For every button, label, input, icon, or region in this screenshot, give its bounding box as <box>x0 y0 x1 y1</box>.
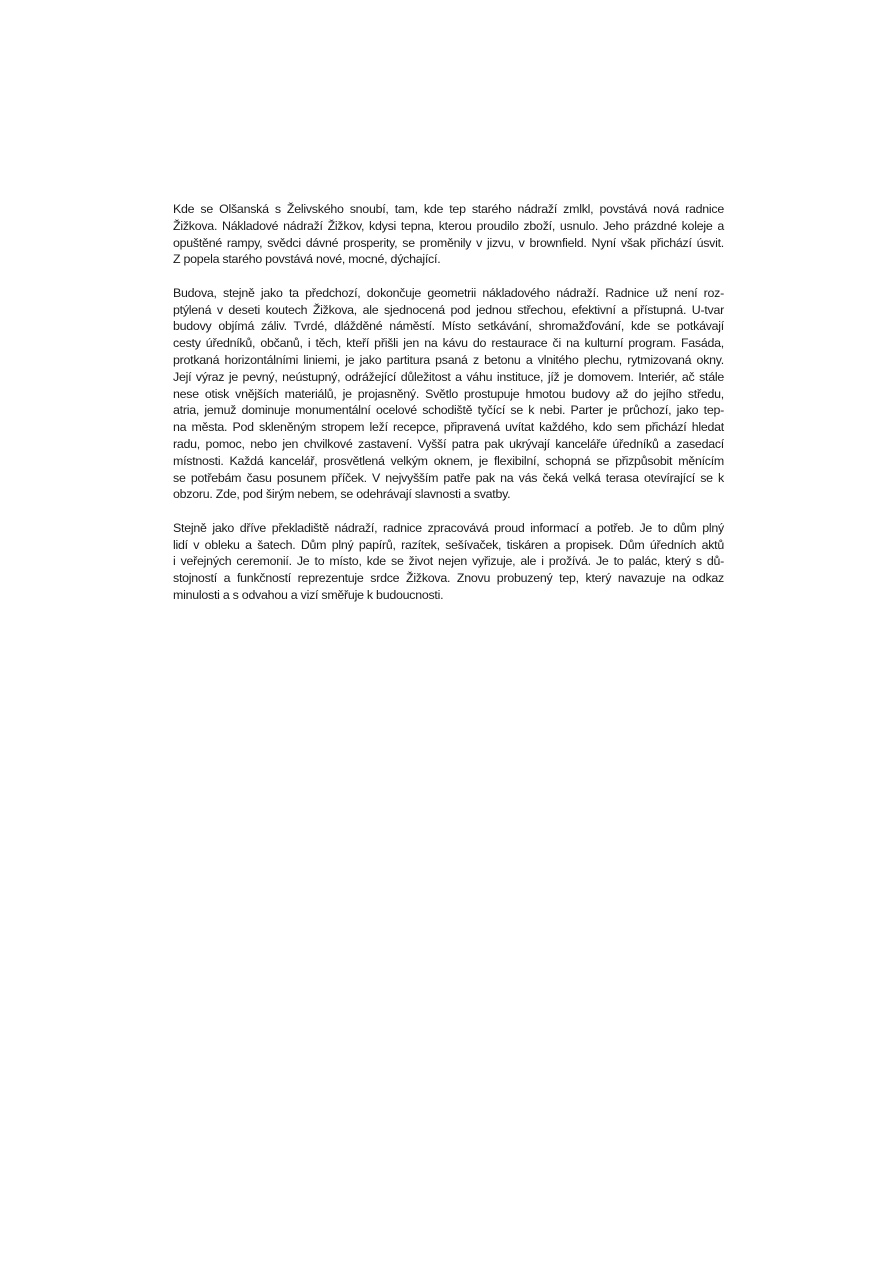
text-line: Budova, stejně jako ta předchozí, dokončuje geometrii nákladového nádraží. Radnice už není roz- <box>173 285 724 300</box>
text-line: se potřebám času posunem příček. V nejvyšším patře pak na vás čeká velká terasa otevírající se k <box>173 470 724 485</box>
text-line: Žižkova. Nákladové nádraží Žižkov, kdysi tepna, kterou proudilo zboží, usnulo. Jeho prázdné koleje a <box>173 218 724 233</box>
text-line: Z popela starého povstává nové, mocné, dýchající. <box>173 252 441 267</box>
text-line: minulosti a s odvahou a vizí směřuje k budoucnosti. <box>173 587 444 602</box>
paragraph-spacer <box>173 503 724 520</box>
text-line: opuštěné rampy, svědci dávné prosperity, se proměnily v jizvu, v brownfield. Nyní však přichází úsvit. <box>173 235 724 250</box>
text-line: stojností a funkčností reprezentuje srdce Žižkova. Znovu probuzený tep, který navazuje na odkaz <box>173 571 724 586</box>
text-line: i veřejných ceremonií. Je to místo, kde se život nejen vyřizuje, ale i prožívá. Je to palác, který s dů- <box>173 554 724 569</box>
paragraph-2 <box>173 285 724 503</box>
text-line: nese otisk vnějších materiálů, je projasněný. Světlo prostupuje hmotou budovy až do jejího středu, <box>173 386 724 401</box>
paragraph-spacer <box>173 268 724 285</box>
text-line: Stejně jako dříve překladiště nádraží, radnice zpracovává proud informací a potřeb. Je to dům plný <box>173 520 724 535</box>
text-line: na města. Pod skleněným stropem leží recepce, připravená uvítat každého, kdo sem přichází hledat <box>173 420 724 435</box>
paragraph-3 <box>173 520 724 604</box>
text-line: protkaná horizontálními liniemi, je jako partitura psaná z betonu a vlnitého plechu, rytmizovaná okny. <box>173 352 724 367</box>
paragraph-1 <box>173 201 724 268</box>
text-line: místnosti. Každá kancelář, prosvětlená velkým oknem, je flexibilní, schopná se přizpůsobit měnícím <box>173 453 724 468</box>
body-text <box>173 201 724 604</box>
text-line: radu, pomoc, nebo jen chvilkové zastavení. Vyšší patra pak ukrývají kanceláře úředníků a zasedací <box>173 436 724 451</box>
text-line: lidí v obleku a šatech. Dům plný papírů, razítek, sešívaček, tiskáren a propisek. Dům úředních aktů <box>173 537 724 552</box>
text-line: budovy objímá záliv. Tvrdé, dlážděné náměstí. Místo setkávání, shromažďování, kde se potkávají <box>173 319 724 334</box>
text-line: cesty úředníků, občanů, i těch, kteří přišli jen na kávu do restaurace či na kulturní program. Fasáda, <box>173 336 724 351</box>
text-line: Její výraz je pevný, neústupný, odrážející důležitost a váhu instituce, jíž je domovem. Interiér, ač stále <box>173 369 724 384</box>
text-line: ptýlená v deseti koutech Žižkova, ale sjednocená pod jednou střechou, efektivní a přístupná. U-tvar <box>173 302 724 317</box>
text-line: obzoru. Zde, pod širým nebem, se odehrávají slavnosti a svatby. <box>173 487 511 502</box>
text-line: atria, jemuž dominuje monumentální ocelové schodiště tyčící se k nebi. Parter je průchozí, jako tep- <box>173 403 724 418</box>
text-line: Kde se Olšanská s Želivského snoubí, tam, kde tep starého nádraží zmlkl, povstává nová radnice <box>173 202 724 216</box>
